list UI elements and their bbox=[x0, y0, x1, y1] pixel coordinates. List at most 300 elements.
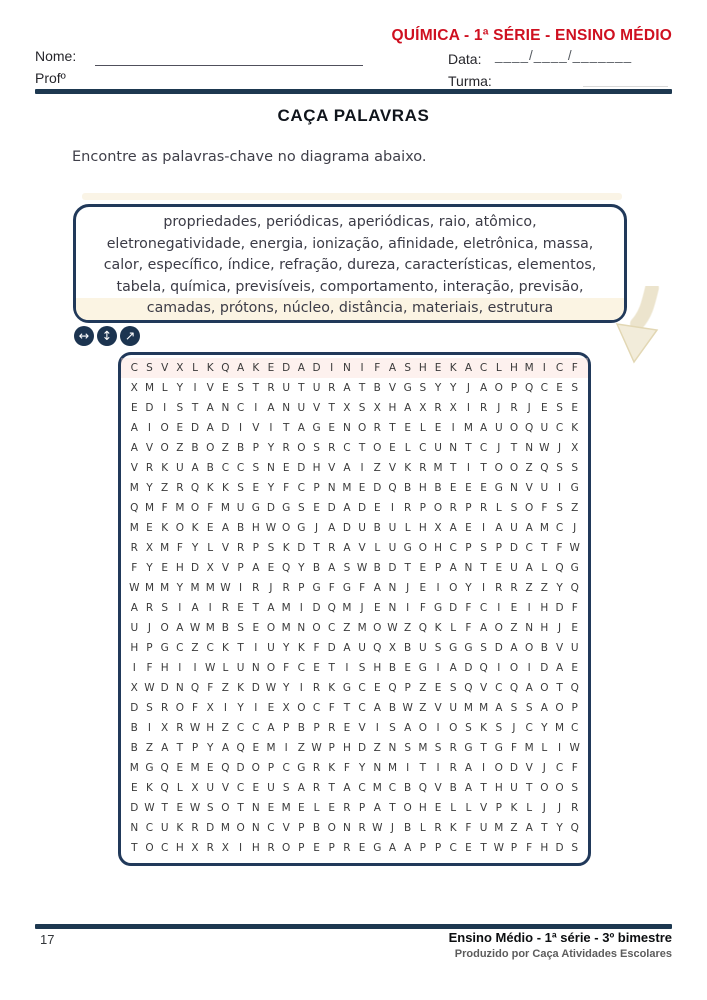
grid-cell: C bbox=[479, 602, 488, 614]
grid-cell: R bbox=[267, 382, 275, 394]
grid-cell: I bbox=[436, 582, 440, 594]
grid-cell: F bbox=[313, 642, 320, 654]
grid-cell: A bbox=[480, 622, 488, 634]
grid-cell: R bbox=[130, 542, 138, 554]
grid-cell: W bbox=[311, 742, 322, 754]
grid-cell: W bbox=[569, 542, 580, 554]
grid-cell: T bbox=[252, 382, 259, 394]
grid-cell: D bbox=[312, 362, 321, 374]
grid-cell: L bbox=[176, 782, 183, 794]
grid-row bbox=[121, 718, 588, 738]
grid-cell: K bbox=[237, 682, 245, 694]
grid-cell: A bbox=[540, 702, 548, 714]
grid-row bbox=[121, 678, 588, 698]
grid-cell: O bbox=[297, 702, 306, 714]
grid-cell: J bbox=[360, 602, 364, 614]
grid-cell: U bbox=[479, 822, 488, 834]
grid-row bbox=[121, 398, 588, 418]
grid-cell: E bbox=[313, 502, 320, 514]
grid-cell: N bbox=[510, 482, 518, 494]
grid-cell: U bbox=[494, 422, 503, 434]
grid-cell: C bbox=[312, 702, 321, 714]
grid-row bbox=[121, 498, 588, 518]
grid-cell: V bbox=[434, 782, 442, 794]
grid-cell: N bbox=[525, 622, 534, 634]
grid-cell: Z bbox=[161, 482, 169, 494]
grid-cell: X bbox=[130, 382, 138, 394]
grid-cell: Q bbox=[373, 642, 382, 654]
grid-cell: T bbox=[480, 562, 487, 574]
word-list-line: eletronegatividade, energia, ionização, afinidade, eletrônica, massa, bbox=[106, 235, 594, 252]
grid-cell: T bbox=[328, 782, 335, 794]
grid-cell: M bbox=[144, 502, 154, 514]
grid-cell: J bbox=[557, 802, 562, 814]
grid-cell: Z bbox=[540, 582, 548, 594]
grid-cell: A bbox=[495, 522, 503, 534]
grid-cell: P bbox=[495, 802, 502, 814]
grid-cell: C bbox=[449, 542, 457, 554]
word-list-line: calor, específico, índice, refração, dureza, características, elementos, bbox=[103, 257, 597, 274]
grid-cell: V bbox=[130, 462, 138, 474]
grid-cell: U bbox=[540, 482, 549, 494]
grid-cell: T bbox=[510, 442, 518, 454]
grid-cell: K bbox=[282, 542, 290, 554]
grid-cell: A bbox=[130, 602, 138, 614]
grid-cell: F bbox=[571, 362, 578, 374]
grid-cell: C bbox=[236, 462, 245, 474]
grid-cell: A bbox=[343, 542, 351, 554]
grid-cell: S bbox=[252, 462, 260, 474]
grid-cell: P bbox=[328, 742, 335, 754]
grid-cell: E bbox=[328, 422, 336, 434]
grid-cell: B bbox=[404, 642, 412, 654]
grid-cell: Y bbox=[207, 742, 214, 754]
grid-cell: K bbox=[328, 762, 336, 774]
grid-cell: Q bbox=[540, 462, 549, 474]
grid-cell: F bbox=[192, 702, 199, 714]
grid-cell: A bbox=[206, 402, 214, 414]
grid-cell: T bbox=[252, 602, 259, 614]
grid-cell: O bbox=[175, 522, 184, 534]
grid-cell: Q bbox=[570, 822, 579, 834]
grid-cell: V bbox=[328, 462, 336, 474]
grid-cell: K bbox=[221, 482, 229, 494]
grid-cell: R bbox=[419, 462, 427, 474]
grid-cell: C bbox=[297, 482, 306, 494]
grid-cell: O bbox=[449, 722, 458, 734]
grid-cell: T bbox=[176, 742, 184, 754]
grid-cell: O bbox=[540, 682, 549, 694]
grid-cell: V bbox=[388, 382, 397, 394]
grid-cell: D bbox=[540, 662, 549, 674]
name-blank-line bbox=[95, 47, 363, 66]
grid-cell: A bbox=[555, 662, 564, 674]
grid-cell: J bbox=[466, 382, 470, 394]
grid-cell: Y bbox=[176, 582, 184, 594]
grid-cell: A bbox=[343, 462, 351, 474]
grid-cell: A bbox=[449, 522, 457, 534]
grid-cell: E bbox=[480, 482, 487, 494]
grid-cell: O bbox=[509, 662, 519, 674]
grid-cell: T bbox=[465, 442, 472, 454]
grid-cell: G bbox=[570, 482, 579, 494]
grid-cell: R bbox=[495, 582, 503, 594]
grid-cell: R bbox=[449, 742, 457, 754]
grid-cell: K bbox=[161, 522, 169, 534]
grid-cell: I bbox=[223, 702, 227, 714]
grid-cell: S bbox=[510, 502, 518, 514]
grid-row bbox=[121, 798, 588, 818]
grid-cell: Y bbox=[176, 382, 184, 394]
grid-cell: W bbox=[189, 722, 201, 734]
grid-cell: E bbox=[465, 842, 472, 854]
grid-cell: U bbox=[236, 662, 245, 674]
grid-cell: F bbox=[571, 602, 578, 614]
grid-cell: R bbox=[252, 582, 260, 594]
grid-cell: X bbox=[191, 842, 199, 854]
grid-cell: K bbox=[510, 802, 518, 814]
grid-cell: D bbox=[312, 602, 321, 614]
grid-cell: E bbox=[541, 402, 548, 414]
grid-cell: Z bbox=[510, 822, 518, 834]
grid-cell: F bbox=[510, 742, 517, 754]
grid-cell: L bbox=[404, 522, 411, 534]
grid-cell: R bbox=[328, 722, 336, 734]
grid-cell: V bbox=[252, 422, 260, 434]
vertical-arrow-icon: ↕ bbox=[97, 326, 117, 346]
grid-cell: P bbox=[495, 542, 502, 554]
grid-cell: C bbox=[282, 762, 290, 774]
grid-cell: H bbox=[251, 522, 260, 534]
grid-cell: A bbox=[343, 382, 351, 394]
grid-cell: R bbox=[343, 842, 351, 854]
grid-cell: K bbox=[176, 822, 184, 834]
word-list-line: camadas, prótons, núcleo, distância, materiais, estrutura bbox=[76, 298, 624, 320]
grid-cell: D bbox=[130, 802, 139, 814]
grid-row bbox=[121, 598, 588, 618]
grid-cell: K bbox=[434, 622, 442, 634]
grid-cell: D bbox=[190, 422, 200, 434]
grid-row bbox=[121, 658, 588, 678]
grid-cell: S bbox=[146, 702, 153, 714]
grid-cell: S bbox=[358, 402, 366, 414]
grid-cell: I bbox=[254, 702, 258, 714]
grid-cell: P bbox=[434, 842, 442, 854]
grid-cell: W bbox=[356, 562, 368, 574]
grid-cell: I bbox=[375, 722, 379, 734]
grid-cell: M bbox=[190, 762, 200, 774]
grid-cell: I bbox=[390, 502, 395, 514]
grid-cell: R bbox=[328, 442, 336, 454]
grid-cell: M bbox=[555, 722, 565, 734]
grid-cell: V bbox=[312, 402, 321, 414]
grid-cell: Z bbox=[525, 582, 533, 594]
grid-cell: G bbox=[297, 762, 306, 774]
grid-cell: R bbox=[282, 442, 290, 454]
grid-cell: C bbox=[555, 422, 564, 434]
grid-cell: M bbox=[539, 522, 549, 534]
grid-cell: M bbox=[463, 702, 473, 714]
grid-cell: Z bbox=[343, 622, 351, 634]
grid-cell: S bbox=[480, 542, 487, 554]
grid-cell: P bbox=[298, 582, 305, 594]
grid-cell: L bbox=[374, 542, 381, 554]
grid-cell: A bbox=[206, 422, 214, 434]
grid-cell: E bbox=[434, 802, 442, 814]
grid-cell: M bbox=[220, 822, 230, 834]
grid-cell: H bbox=[251, 842, 260, 854]
grid-cell: U bbox=[434, 442, 442, 454]
grid-cell: O bbox=[160, 622, 169, 634]
grid-cell: P bbox=[298, 842, 305, 854]
grid-cell: Q bbox=[282, 562, 291, 574]
grid-cell: V bbox=[434, 702, 442, 714]
grid-cell: C bbox=[555, 762, 564, 774]
grid-cell: P bbox=[358, 802, 366, 814]
grid-cell: T bbox=[450, 462, 457, 474]
grid-cell: H bbox=[434, 542, 442, 554]
grid-cell: K bbox=[161, 462, 169, 474]
grid-cell: C bbox=[145, 822, 154, 834]
grid-cell: R bbox=[328, 382, 336, 394]
grid-cell: S bbox=[146, 362, 153, 374]
grid-cell: D bbox=[282, 362, 291, 374]
grid-cell: A bbox=[328, 562, 336, 574]
grid-cell: X bbox=[434, 522, 442, 534]
header-divider bbox=[35, 89, 672, 94]
grid-cell: I bbox=[482, 522, 486, 534]
grid-cell: J bbox=[573, 522, 577, 534]
grid-cell: G bbox=[297, 522, 306, 534]
grid-cell: Y bbox=[191, 542, 199, 554]
grid-cell: Q bbox=[327, 602, 336, 614]
grid-cell: G bbox=[403, 382, 412, 394]
grid-cell: Q bbox=[388, 682, 397, 694]
grid-cell: R bbox=[236, 542, 245, 554]
grid-cell: Q bbox=[418, 782, 427, 794]
grid-cell: I bbox=[360, 462, 364, 474]
grid-cell: B bbox=[297, 722, 305, 734]
grid-cell: R bbox=[176, 482, 184, 494]
footer-divider bbox=[35, 924, 672, 929]
grid-cell: U bbox=[449, 702, 458, 714]
direction-icons bbox=[74, 326, 140, 346]
grid-cell: M bbox=[144, 582, 154, 594]
grid-cell: R bbox=[145, 602, 154, 614]
grid-cell: B bbox=[449, 782, 457, 794]
grid-cell: J bbox=[512, 722, 516, 734]
grid-cell: P bbox=[328, 842, 335, 854]
grid-cell: A bbox=[525, 822, 533, 834]
grid-cell: B bbox=[388, 662, 397, 674]
grid-cell: P bbox=[252, 442, 259, 454]
grid-cell: B bbox=[434, 482, 442, 494]
grid-cell: S bbox=[571, 842, 579, 854]
grid-cell: K bbox=[449, 362, 457, 374]
grid-cell: N bbox=[449, 442, 458, 454]
grid-cell: D bbox=[342, 522, 351, 534]
grid-cell: Q bbox=[388, 482, 397, 494]
grid-cell: U bbox=[312, 382, 321, 394]
grid-cell: P bbox=[404, 682, 411, 694]
grid-cell: Y bbox=[556, 582, 563, 594]
grid-cell: I bbox=[360, 362, 364, 374]
grid-cell: J bbox=[406, 582, 410, 594]
prof-label: Profº bbox=[35, 70, 66, 86]
grid-cell: E bbox=[130, 402, 138, 414]
grid-cell: Z bbox=[525, 462, 533, 474]
grid-cell: D bbox=[358, 502, 367, 514]
grid-cell: C bbox=[236, 782, 245, 794]
grid-cell: U bbox=[510, 782, 518, 794]
grid-cell: U bbox=[388, 542, 397, 554]
grid-cell: Q bbox=[221, 362, 230, 374]
grid-cell: G bbox=[494, 742, 503, 754]
grid-cell: V bbox=[388, 462, 397, 474]
grid-cell: U bbox=[206, 782, 215, 794]
grid-cell: E bbox=[328, 802, 336, 814]
grid-cell: G bbox=[449, 642, 458, 654]
grid-cell: P bbox=[313, 482, 320, 494]
grid-cell: V bbox=[525, 762, 533, 774]
grid-cell: S bbox=[510, 702, 518, 714]
grid-cell: I bbox=[406, 602, 410, 614]
grid-cell: O bbox=[251, 762, 260, 774]
grid-cell: C bbox=[540, 382, 549, 394]
grid-cell: M bbox=[190, 582, 200, 594]
grid-cell: L bbox=[404, 442, 411, 454]
grid-cell: A bbox=[449, 662, 457, 674]
grid-cell: C bbox=[479, 442, 488, 454]
grid-cell: R bbox=[282, 582, 290, 594]
grid-cell: O bbox=[175, 702, 184, 714]
grid-cell: X bbox=[343, 402, 351, 414]
grid-cell: I bbox=[208, 602, 212, 614]
grid-row bbox=[121, 378, 588, 398]
grid-cell: D bbox=[327, 642, 336, 654]
grid-cell: E bbox=[267, 802, 275, 814]
grid-cell: H bbox=[418, 802, 427, 814]
grid-cell: K bbox=[191, 522, 199, 534]
grid-cell: J bbox=[542, 802, 546, 814]
grid-cell: F bbox=[343, 762, 350, 774]
grid-cell: Z bbox=[176, 442, 184, 454]
grid-cell: N bbox=[130, 822, 139, 834]
grid-cell: A bbox=[388, 362, 397, 374]
grid-cell: O bbox=[190, 502, 200, 514]
grid-cell: W bbox=[402, 702, 413, 714]
grid-cell: X bbox=[206, 702, 214, 714]
grid-cell: F bbox=[541, 502, 548, 514]
grid-cell: V bbox=[555, 642, 564, 654]
grid-cell: T bbox=[131, 842, 138, 854]
grid-cell: E bbox=[130, 782, 138, 794]
grid-cell: J bbox=[497, 402, 501, 414]
grid-cell: D bbox=[494, 642, 503, 654]
grid-cell: E bbox=[206, 522, 214, 534]
grid-cell: U bbox=[160, 822, 169, 834]
grid-cell: M bbox=[342, 482, 352, 494]
grid-cell: X bbox=[130, 682, 138, 694]
grid-cell: D bbox=[130, 702, 139, 714]
grid-cell: U bbox=[176, 462, 184, 474]
grid-cell: O bbox=[509, 422, 519, 434]
grid-row bbox=[121, 618, 588, 638]
grid-cell: T bbox=[480, 782, 487, 794]
grid-cell: D bbox=[236, 762, 245, 774]
grid-cell: E bbox=[313, 842, 320, 854]
grid-cell: R bbox=[510, 582, 518, 594]
grid-cell: N bbox=[464, 562, 473, 574]
grid-cell: E bbox=[222, 382, 229, 394]
grid-cell: E bbox=[434, 682, 442, 694]
grid-cell: V bbox=[221, 562, 229, 574]
footer-edition-text: Ensino Médio - 1ª série - 3º bimestre bbox=[448, 930, 672, 945]
grid-cell: U bbox=[570, 642, 579, 654]
grid-cell: T bbox=[419, 762, 427, 774]
grid-cell: X bbox=[388, 642, 397, 654]
grid-cell: I bbox=[284, 742, 288, 754]
grid-cell: Y bbox=[146, 562, 153, 574]
grid-cell: O bbox=[373, 442, 382, 454]
grid-cell: D bbox=[327, 502, 336, 514]
grid-cell: D bbox=[358, 742, 367, 754]
grid-cell: M bbox=[281, 622, 291, 634]
grid-cell: Q bbox=[525, 422, 534, 434]
grid-cell: J bbox=[527, 402, 531, 414]
grid-cell: X bbox=[571, 442, 579, 454]
grid-cell: I bbox=[345, 662, 349, 674]
grid-cell: N bbox=[388, 582, 397, 594]
grid-cell: Y bbox=[556, 822, 563, 834]
grid-cell: M bbox=[387, 762, 397, 774]
grid-cell: G bbox=[570, 562, 579, 574]
grid-cell: R bbox=[434, 822, 442, 834]
grid-cell: E bbox=[373, 682, 381, 694]
grid-cell: A bbox=[176, 622, 184, 634]
grid-cell: V bbox=[206, 382, 214, 394]
grid-cell: M bbox=[129, 482, 139, 494]
grid-cell: F bbox=[131, 562, 138, 574]
grid-cell: O bbox=[282, 842, 291, 854]
grid-cell: I bbox=[466, 462, 470, 474]
grid-cell: Q bbox=[160, 762, 169, 774]
date-blank-line: ____/____/_______ bbox=[495, 48, 633, 63]
grid-cell: Y bbox=[267, 442, 275, 454]
grid-cell: N bbox=[221, 402, 230, 414]
grid-cell: H bbox=[175, 562, 184, 574]
grid-cell: B bbox=[312, 562, 321, 574]
grid-cell: T bbox=[298, 382, 305, 394]
grid-cell: C bbox=[571, 722, 579, 734]
grid-cell: Y bbox=[450, 382, 457, 394]
grid-cell: H bbox=[494, 782, 503, 794]
grid-row bbox=[121, 698, 588, 718]
grid-cell: E bbox=[252, 482, 260, 494]
grid-cell: D bbox=[145, 402, 154, 414]
grid-cell: E bbox=[267, 362, 275, 374]
grid-cell: Y bbox=[282, 642, 290, 654]
grid-cell: O bbox=[418, 722, 427, 734]
grid-cell: I bbox=[239, 582, 243, 594]
grid-cell: A bbox=[221, 742, 229, 754]
grid-cell: T bbox=[480, 742, 487, 754]
grid-cell: F bbox=[146, 662, 153, 674]
grid-cell: I bbox=[163, 402, 167, 414]
grid-cell: L bbox=[419, 822, 426, 834]
grid-cell: A bbox=[130, 422, 138, 434]
grid-cell: X bbox=[145, 542, 154, 554]
